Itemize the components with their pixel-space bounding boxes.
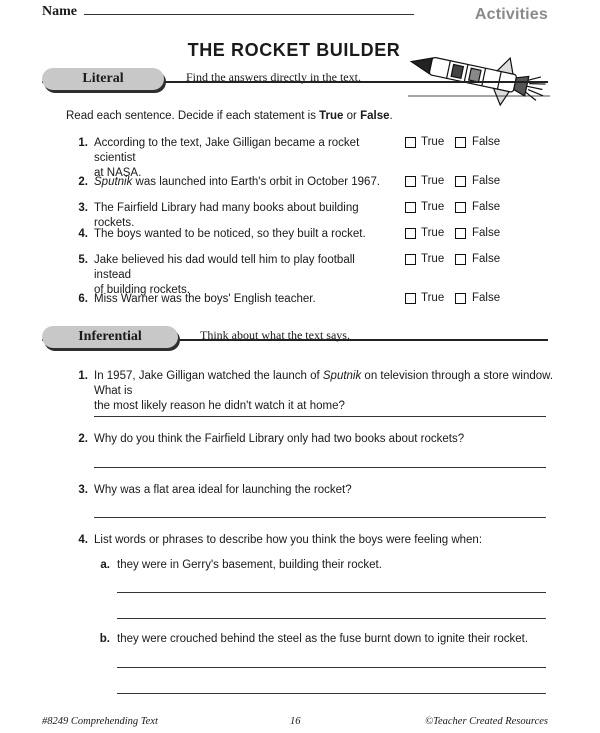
- page-title: THE ROCKET BUILDER: [187, 40, 401, 60]
- question-text: List words or phrases to describe how you think the boys were feeling when:: [94, 534, 483, 546]
- false-label: False: [472, 136, 501, 148]
- statement-text: According to the text, Jake Gilligan became a rocket scientist at NASA.: [94, 137, 360, 179]
- true-label: True: [421, 292, 445, 304]
- true-checkbox[interactable]: [405, 293, 416, 304]
- statement-text: Sputnik was launched into Earth's orbit in October 1967.: [94, 176, 381, 188]
- section-label: Activities: [474, 6, 548, 23]
- literal-description: Find the answers directly in the text.: [186, 70, 361, 84]
- answer-line[interactable]: [117, 667, 546, 668]
- item-number: 4.: [78, 228, 88, 240]
- false-checkbox[interactable]: [455, 202, 466, 213]
- statement-text: The boys wanted to be noticed, so they built a rocket.: [94, 228, 366, 240]
- question-text: Why do you think the Fairfield Library only had two books about rockets?: [94, 433, 465, 445]
- false-label: False: [472, 201, 501, 213]
- true-checkbox[interactable]: [405, 202, 416, 213]
- statement-text: The Fairfield Library had many books about building rockets.: [94, 202, 359, 229]
- answer-line[interactable]: [94, 416, 546, 417]
- question-number: 4.: [78, 534, 88, 546]
- statement-text: Jake believed his dad would tell him to play football instead of building rockets.: [94, 254, 355, 296]
- item-number: 2.: [78, 176, 88, 188]
- footer-left: #8249 Comprehending Text: [42, 716, 158, 727]
- footer-right: ©Teacher Created Resources: [425, 716, 548, 727]
- false-checkbox[interactable]: [455, 293, 466, 304]
- item-number: 1.: [78, 137, 88, 149]
- false-checkbox[interactable]: [455, 137, 466, 148]
- false-label: False: [472, 227, 501, 239]
- rocket-illustration: [404, 40, 554, 110]
- statement-text: Miss Warner was the boys' English teacher.: [94, 293, 316, 305]
- false-label: False: [472, 292, 501, 304]
- false-label: False: [472, 175, 501, 187]
- true-label: True: [421, 227, 445, 239]
- name-line[interactable]: [84, 14, 414, 15]
- true-label: True: [421, 136, 445, 148]
- false-checkbox[interactable]: [455, 228, 466, 239]
- item-number: 5.: [78, 254, 88, 266]
- answer-line[interactable]: [117, 592, 546, 593]
- page-number: 16: [290, 716, 301, 727]
- subquestion-text: they were in Gerry's basement, building their rocket.: [117, 559, 382, 571]
- true-label: True: [421, 175, 445, 187]
- false-checkbox[interactable]: [455, 176, 466, 187]
- literal-instructions: Read each sentence. Decide if each statement is True or False.: [66, 110, 393, 122]
- answer-line[interactable]: [94, 517, 546, 518]
- true-label: True: [421, 201, 445, 213]
- question-number: 3.: [78, 484, 88, 496]
- answer-line[interactable]: [117, 693, 546, 694]
- false-checkbox[interactable]: [455, 254, 466, 265]
- answer-line[interactable]: [117, 618, 546, 619]
- true-checkbox[interactable]: [405, 228, 416, 239]
- inferential-tab-label: Inferential: [78, 329, 142, 344]
- item-number: 6.: [78, 293, 88, 305]
- true-label: True: [421, 253, 445, 265]
- true-checkbox[interactable]: [405, 254, 416, 265]
- question-number: 1.: [78, 370, 88, 382]
- name-label: Name: [42, 4, 77, 19]
- question-number: 2.: [78, 433, 88, 445]
- literal-tab-label: Literal: [82, 71, 124, 86]
- subquestion-text: they were crouched behind the steel as the fuse burnt down to ignite their rocket.: [117, 633, 529, 645]
- question-text: In 1957, Jake Gilligan watched the launch of Sputnik on television through a store window. What is the most likely reason he didn't watch it at home?: [94, 370, 554, 412]
- question-text: Why was a flat area ideal for launching the rocket?: [94, 484, 352, 496]
- subquestion-label: b.: [99, 633, 110, 645]
- subquestion-label: a.: [100, 559, 110, 571]
- false-label: False: [472, 253, 501, 265]
- true-checkbox[interactable]: [405, 176, 416, 187]
- true-checkbox[interactable]: [405, 137, 416, 148]
- item-number: 3.: [78, 202, 88, 214]
- answer-line[interactable]: [94, 467, 546, 468]
- inferential-description: Think about what the text says.: [200, 328, 350, 342]
